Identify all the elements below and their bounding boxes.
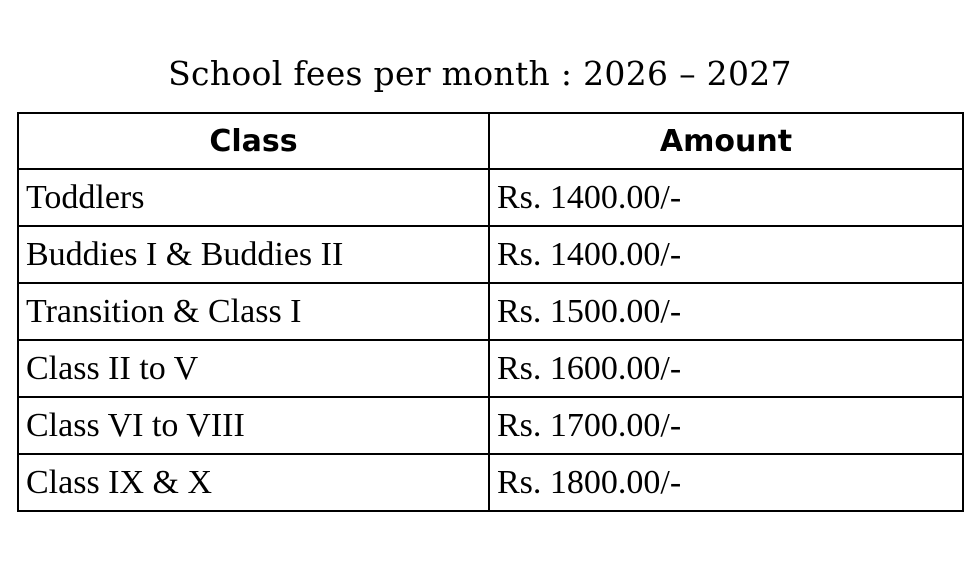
amount-cell: Rs. 1400.00/- [489,169,963,226]
class-cell: Toddlers [18,169,489,226]
amount-column-header: Amount [489,113,963,169]
table-row [18,454,963,511]
table-row [18,397,963,454]
class-cell: Transition & Class I [18,283,489,340]
document-title: School fees per month : 2026 – 2027 [168,54,792,93]
fees-table [17,112,964,512]
table-row [18,340,963,397]
table-row [18,283,963,340]
class-cell: Class IX & X [18,454,489,511]
class-column-header: Class [18,113,489,169]
class-cell: Buddies I & Buddies II [18,226,489,283]
table-row [18,169,963,226]
table-header-row [18,113,963,169]
amount-cell: Rs. 1700.00/- [489,397,963,454]
amount-cell: Rs. 1400.00/- [489,226,963,283]
amount-cell: Rs. 1800.00/- [489,454,963,511]
class-cell: Class VI to VIII [18,397,489,454]
class-cell: Class II to V [18,340,489,397]
amount-cell: Rs. 1500.00/- [489,283,963,340]
table-row [18,226,963,283]
amount-cell: Rs. 1600.00/- [489,340,963,397]
